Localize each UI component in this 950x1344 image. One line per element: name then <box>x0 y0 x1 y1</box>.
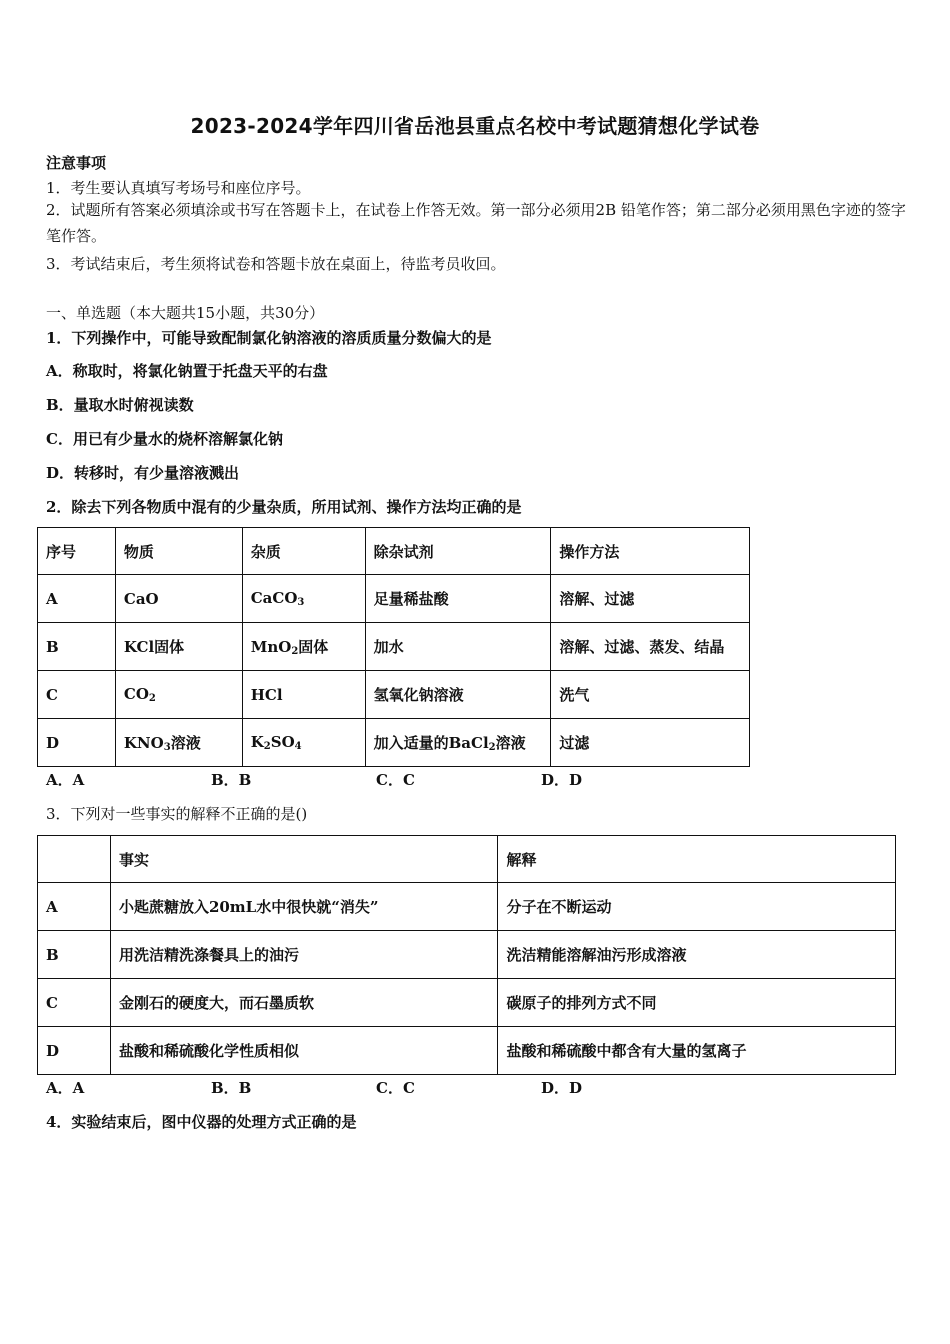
formula-text: MnO <box>250 638 292 656</box>
question-1-option-a: A．称取时，将氯化钠置于托盘天平的右盘 <box>46 362 328 380</box>
formula-text: 加入适量的BaCl <box>373 734 489 752</box>
method-cell: 过滤 <box>551 719 750 767</box>
question-4-stem: 4．实验结束后，图中仪器的处理方式正确的是 <box>46 1113 357 1131</box>
formula-subscript: 3 <box>163 742 171 753</box>
header-cell: 物质 <box>115 528 242 575</box>
substance-cell: KCl固体 <box>115 623 242 671</box>
reagent-cell <box>365 719 551 767</box>
fact-cell: 盐酸和稀硫酸化学性质相似 <box>110 1027 498 1075</box>
header-cell: 除杂试剂 <box>365 528 551 575</box>
method-cell: 溶解、过滤 <box>551 575 750 623</box>
method-cell: 溶解、过滤、蒸发、结晶 <box>551 623 750 671</box>
header-cell: 杂质 <box>242 528 365 575</box>
impurity-cell <box>242 623 365 671</box>
header-cell <box>38 836 111 883</box>
reagent-cell: 足量稀盐酸 <box>365 575 551 623</box>
question-1-option-c: C．用已有少量水的烧杯溶解氯化钠 <box>46 430 283 448</box>
fact-cell: 小匙蔗糖放入20mL水中很快就“消失” <box>110 883 498 931</box>
notice-item-1: 1．考生要认真填写考场号和座位序号。 <box>46 179 311 197</box>
formula-tail: 固体 <box>298 638 329 656</box>
question-1-option-b: B．量取水时俯视读数 <box>46 396 194 414</box>
substance-cell: CaO <box>115 575 242 623</box>
notice-item-3: 3．考试结束后，考生须将试卷和答题卡放在桌面上，待监考员收回。 <box>46 255 506 273</box>
row-id: D <box>38 719 116 767</box>
question-2-table <box>37 527 750 767</box>
substance-cell <box>115 719 242 767</box>
explain-cell: 碳原子的排列方式不同 <box>498 979 896 1027</box>
header-cell: 解释 <box>498 836 896 883</box>
row-id: A <box>38 575 116 623</box>
table-row <box>38 623 750 671</box>
formula-subscript: 2 <box>488 742 496 753</box>
row-id: A <box>38 883 111 931</box>
section-heading: 一、单选题（本大题共15小题，共30分） <box>46 304 325 322</box>
question-3-stem: 3．下列对一些事实的解释不正确的是() <box>46 805 308 823</box>
table-row <box>38 1027 896 1075</box>
reagent-cell: 氢氧化钠溶液 <box>365 671 551 719</box>
formula-text: CO <box>123 685 149 703</box>
choice-b[interactable]: B．B <box>211 771 252 789</box>
header-cell: 事实 <box>110 836 498 883</box>
explain-cell: 盐酸和稀硫酸中都含有大量的氢离子 <box>498 1027 896 1075</box>
choice-c[interactable]: C．C <box>376 1079 415 1097</box>
fact-cell: 金刚石的硬度大，而石墨质软 <box>110 979 498 1027</box>
impurity-cell: HCl <box>242 671 365 719</box>
formula-subscript: 4 <box>294 741 302 752</box>
row-id: C <box>38 671 116 719</box>
question-1-option-d: D．转移时，有少量溶液溅出 <box>46 464 240 482</box>
page-title: 2023-2024学年四川省岳池县重点名校中考试题猜想化学试卷 <box>190 114 760 138</box>
formula-tail: SO <box>270 733 295 751</box>
question-3-choices <box>46 1077 706 1098</box>
question-1-stem: 1．下列操作中，可能导致配制氯化钠溶液的溶质质量分数偏大的是 <box>46 329 492 347</box>
table-header-row <box>38 836 896 883</box>
formula-subscript: 2 <box>291 646 299 657</box>
fact-cell: 用洗洁精洗涤餐具上的油污 <box>110 931 498 979</box>
header-cell: 序号 <box>38 528 116 575</box>
row-id: C <box>38 979 111 1027</box>
impurity-cell <box>242 575 365 623</box>
question-3-table <box>37 835 896 1075</box>
row-id: B <box>38 623 116 671</box>
method-cell: 洗气 <box>551 671 750 719</box>
question-2-choices <box>46 769 706 790</box>
notice-heading: 注意事项 <box>46 154 107 172</box>
row-id: D <box>38 1027 111 1075</box>
table-row <box>38 671 750 719</box>
impurity-cell <box>242 719 365 767</box>
table-row <box>38 931 896 979</box>
table-row <box>38 575 750 623</box>
substance-cell <box>115 671 242 719</box>
formula-subscript: 3 <box>297 597 305 608</box>
explain-cell: 分子在不断运动 <box>498 883 896 931</box>
formula-text: CaCO <box>250 589 298 607</box>
choice-b[interactable]: B．B <box>211 1079 252 1097</box>
choice-d[interactable]: D．D <box>541 771 583 789</box>
table-row <box>38 719 750 767</box>
formula-text: KNO <box>123 734 164 752</box>
formula-subscript: 2 <box>148 693 156 704</box>
explain-cell: 洗洁精能溶解油污形成溶液 <box>498 931 896 979</box>
choice-a[interactable]: A．A <box>46 1079 85 1097</box>
choice-d[interactable]: D．D <box>541 1079 583 1097</box>
header-cell: 操作方法 <box>551 528 750 575</box>
table-header-row <box>38 528 750 575</box>
reagent-cell: 加水 <box>365 623 551 671</box>
formula-tail: 溶液 <box>170 734 201 752</box>
formula-text: K <box>250 733 264 751</box>
notice-item-2: 2．试题所有答案必须填涂或书写在答题卡上，在试卷上作答无效。第一部分必须用2B 铅笔作答；第二部分必须用黑色字迹的签字笔作答。 <box>46 201 906 245</box>
formula-subscript: 2 <box>263 741 271 752</box>
table-row <box>38 979 896 1027</box>
row-id: B <box>38 931 111 979</box>
formula-tail: 溶液 <box>495 734 526 752</box>
table-row <box>38 883 896 931</box>
question-2-stem: 2．除去下列各物质中混有的少量杂质，所用试剂、操作方法均正确的是 <box>46 498 522 516</box>
choice-c[interactable]: C．C <box>376 771 415 789</box>
choice-a[interactable]: A．A <box>46 771 85 789</box>
